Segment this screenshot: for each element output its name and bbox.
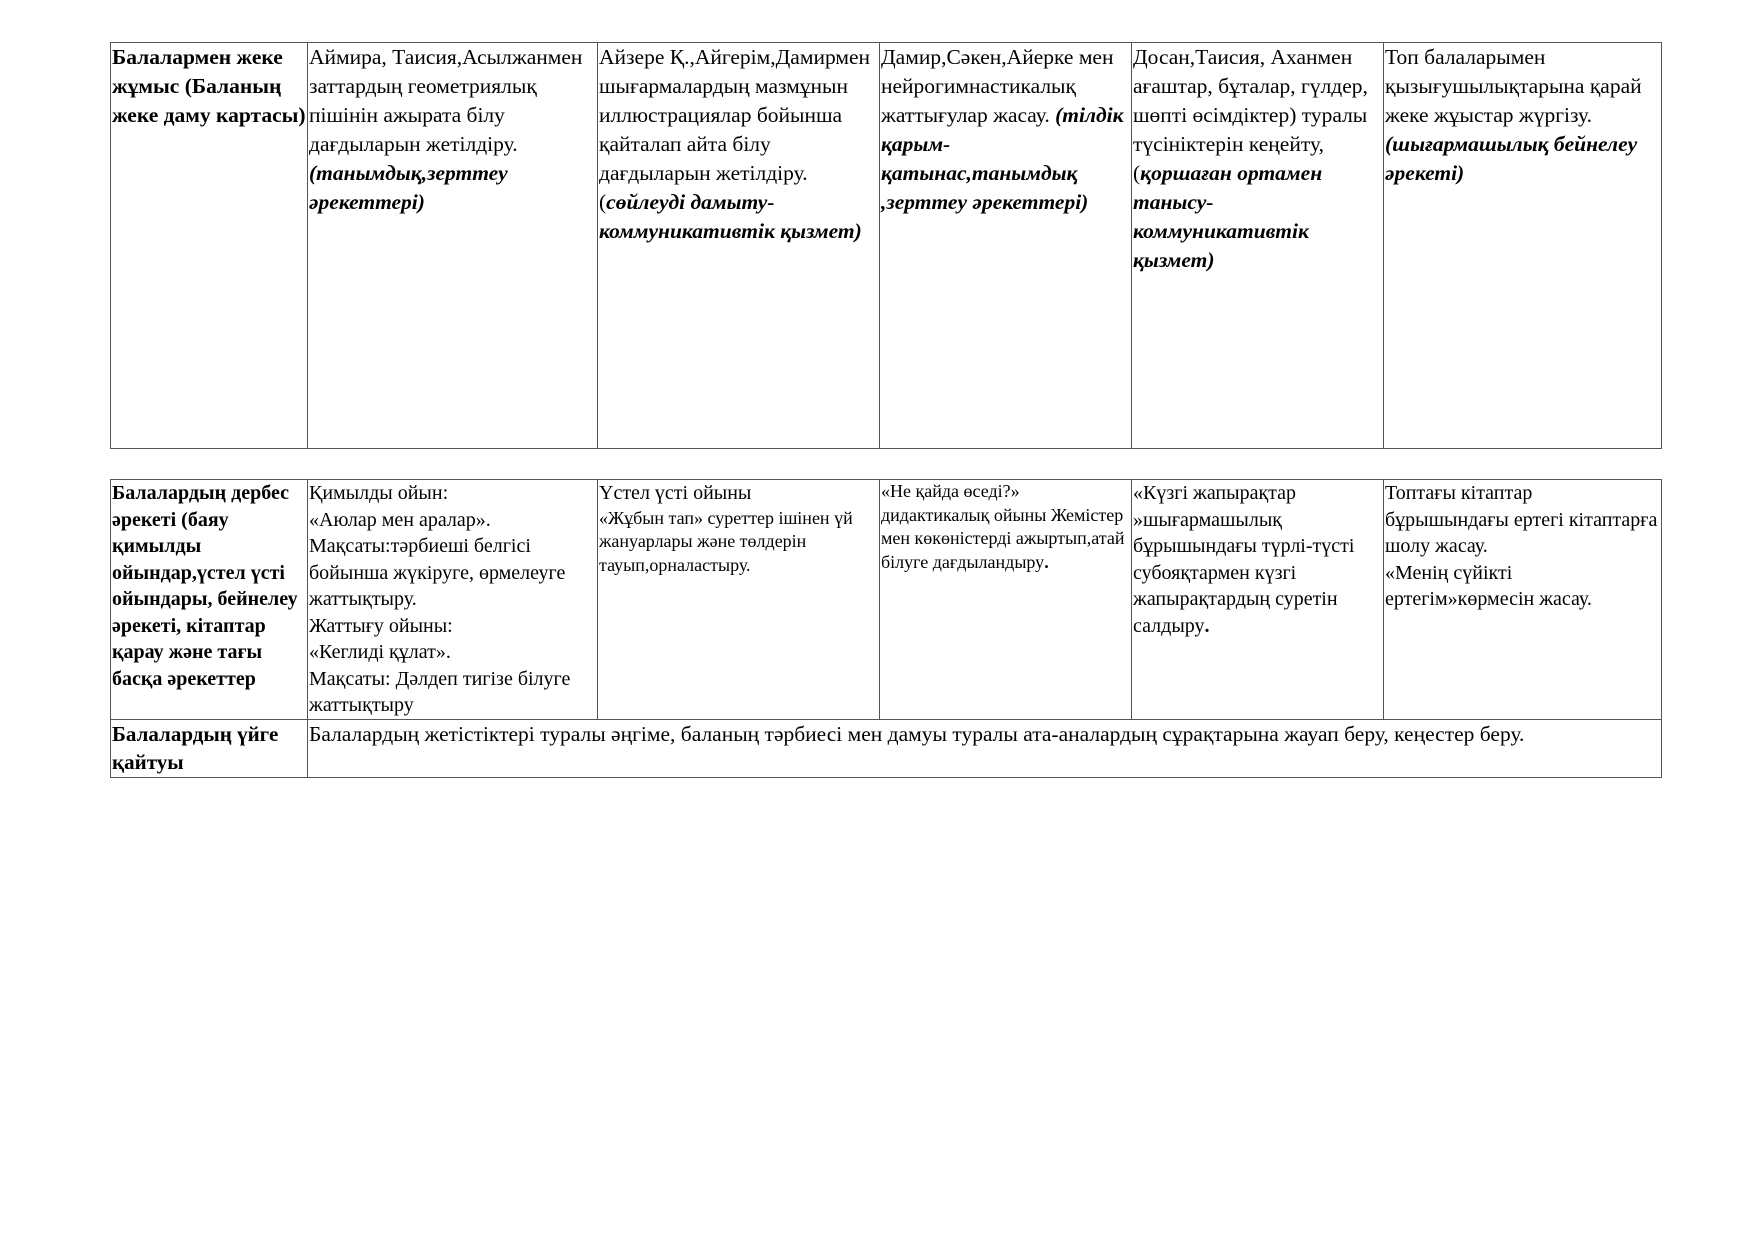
table-cell-merged: Балалардың жетістіктері туралы әңгіме, баланың тәрбиесі мен дамуы туралы ата-аналардың сұрақтарына жауап беру, кеңестер беру. [308,719,1662,777]
table-cell [598,43,880,449]
list-item: «Аюлар мен аралар». [309,508,491,531]
row-header-individual-work: Балалармен жеке жұмыс (Баланың жеке даму картасы) [111,43,308,449]
list-item: Мақсаты:тәрбиеші белгісі бойынша жүкіруге, өрмелеуге жаттықтыру. [309,535,566,610]
cell-text: «Жұбын тап» суреттер ішінен үй жануарлары және төлдерін тауып,орналастыру. [599,507,853,575]
list-item: Мақсаты: Дәлдеп тигізе білуге жаттықтыру [309,667,571,716]
cell-text: Топ балаларымен қызығушылықтарына қарай жеке жұыстар жүргізу. [1385,45,1642,127]
table-cell [1132,480,1384,720]
table-cell [880,480,1132,720]
individual-work-table [110,42,1662,449]
list-item: «Кеглиді құлат». [309,641,451,663]
cell-text-end: . [1204,614,1210,637]
table-cell [880,43,1132,449]
table-cell [1384,43,1662,449]
table-row [111,480,1662,720]
table-cell [1384,480,1662,720]
table-cell [598,480,880,720]
table-cell [308,480,598,720]
cell-text: Аймира, Таисия,Асылжанмен заттардың геометриялық пішінін ажырата білу дағдыларын жетілдіру. [309,45,583,156]
cell-text: Айзере Қ.,Айгерім,Дамирмен шығармалардың мазмұнын иллюстрациялар бойынша қайталап айта білу дағдыларын жетілдіру. ( [599,45,871,214]
table-row [111,719,1662,777]
cell-activity-type: қоршаған ортамен танысу-коммуникативтік қызмет) [1133,161,1323,272]
row-header-independent-activity: Балалардың дербес әрекеті (баяу қимылды ойындар,үстел үсті ойындары, бейнелеу әрекеті, кітаптар қарау және тағы басқа әрекеттер [111,480,308,720]
list-item: Топтағы кітаптар бұрышындағы ертегі кітаптарға шолу жасау. [1385,482,1658,557]
list-item: Жаттығу ойыны: [309,614,453,637]
cell-activity-type: (шығармашылық бейнелеу әрекеті) [1385,132,1638,185]
cell-title: Үстел үсті ойыны [599,482,752,504]
table-cell [308,43,598,449]
cell-activity-type: (танымдық,зерттеу әрекеттері) [309,161,508,214]
cell-text-end: . [1044,551,1049,572]
cell-text: Досан,Таисия, Аханмен ағаштар, бұталар, гүлдер, шөпті өсімдіктер) туралы түсініктерін кеңейту, ( [1133,45,1368,185]
list-item: Қимылды ойын: [309,482,449,504]
cell-title: «Не қайда өседі?» [881,481,1020,501]
cell-text: «Күзгі жапырақтар »шығармашылық бұрышындағы түрлі-түсті субояқтармен күзгі жапырақтардың суретін салдыру [1133,482,1355,637]
row-header-going-home: Балалардың үйге қайтуы [111,719,308,777]
list-item: «Менің сүйікті ертегім»көрмесін жасау. [1385,561,1592,610]
cell-text: дидактикалық ойыны Жемістер мен көкөністерді ажыртып,атай білуге дағдыландыру [881,504,1125,572]
cell-text: Дамир,Сәкен,Айерке мен нейрогимнастикалық жаттығулар жасау. [881,45,1114,127]
cell-activity-type: сөйлеуді дамыту-коммуникативтік қызмет) [599,190,862,243]
cell-activity-type: (тілдік қарым-қатынас,танымдық ,зерттеу әрекеттері) [881,103,1124,214]
independent-activity-table [110,479,1662,778]
table-cell [1132,43,1384,449]
table-row [111,43,1662,449]
